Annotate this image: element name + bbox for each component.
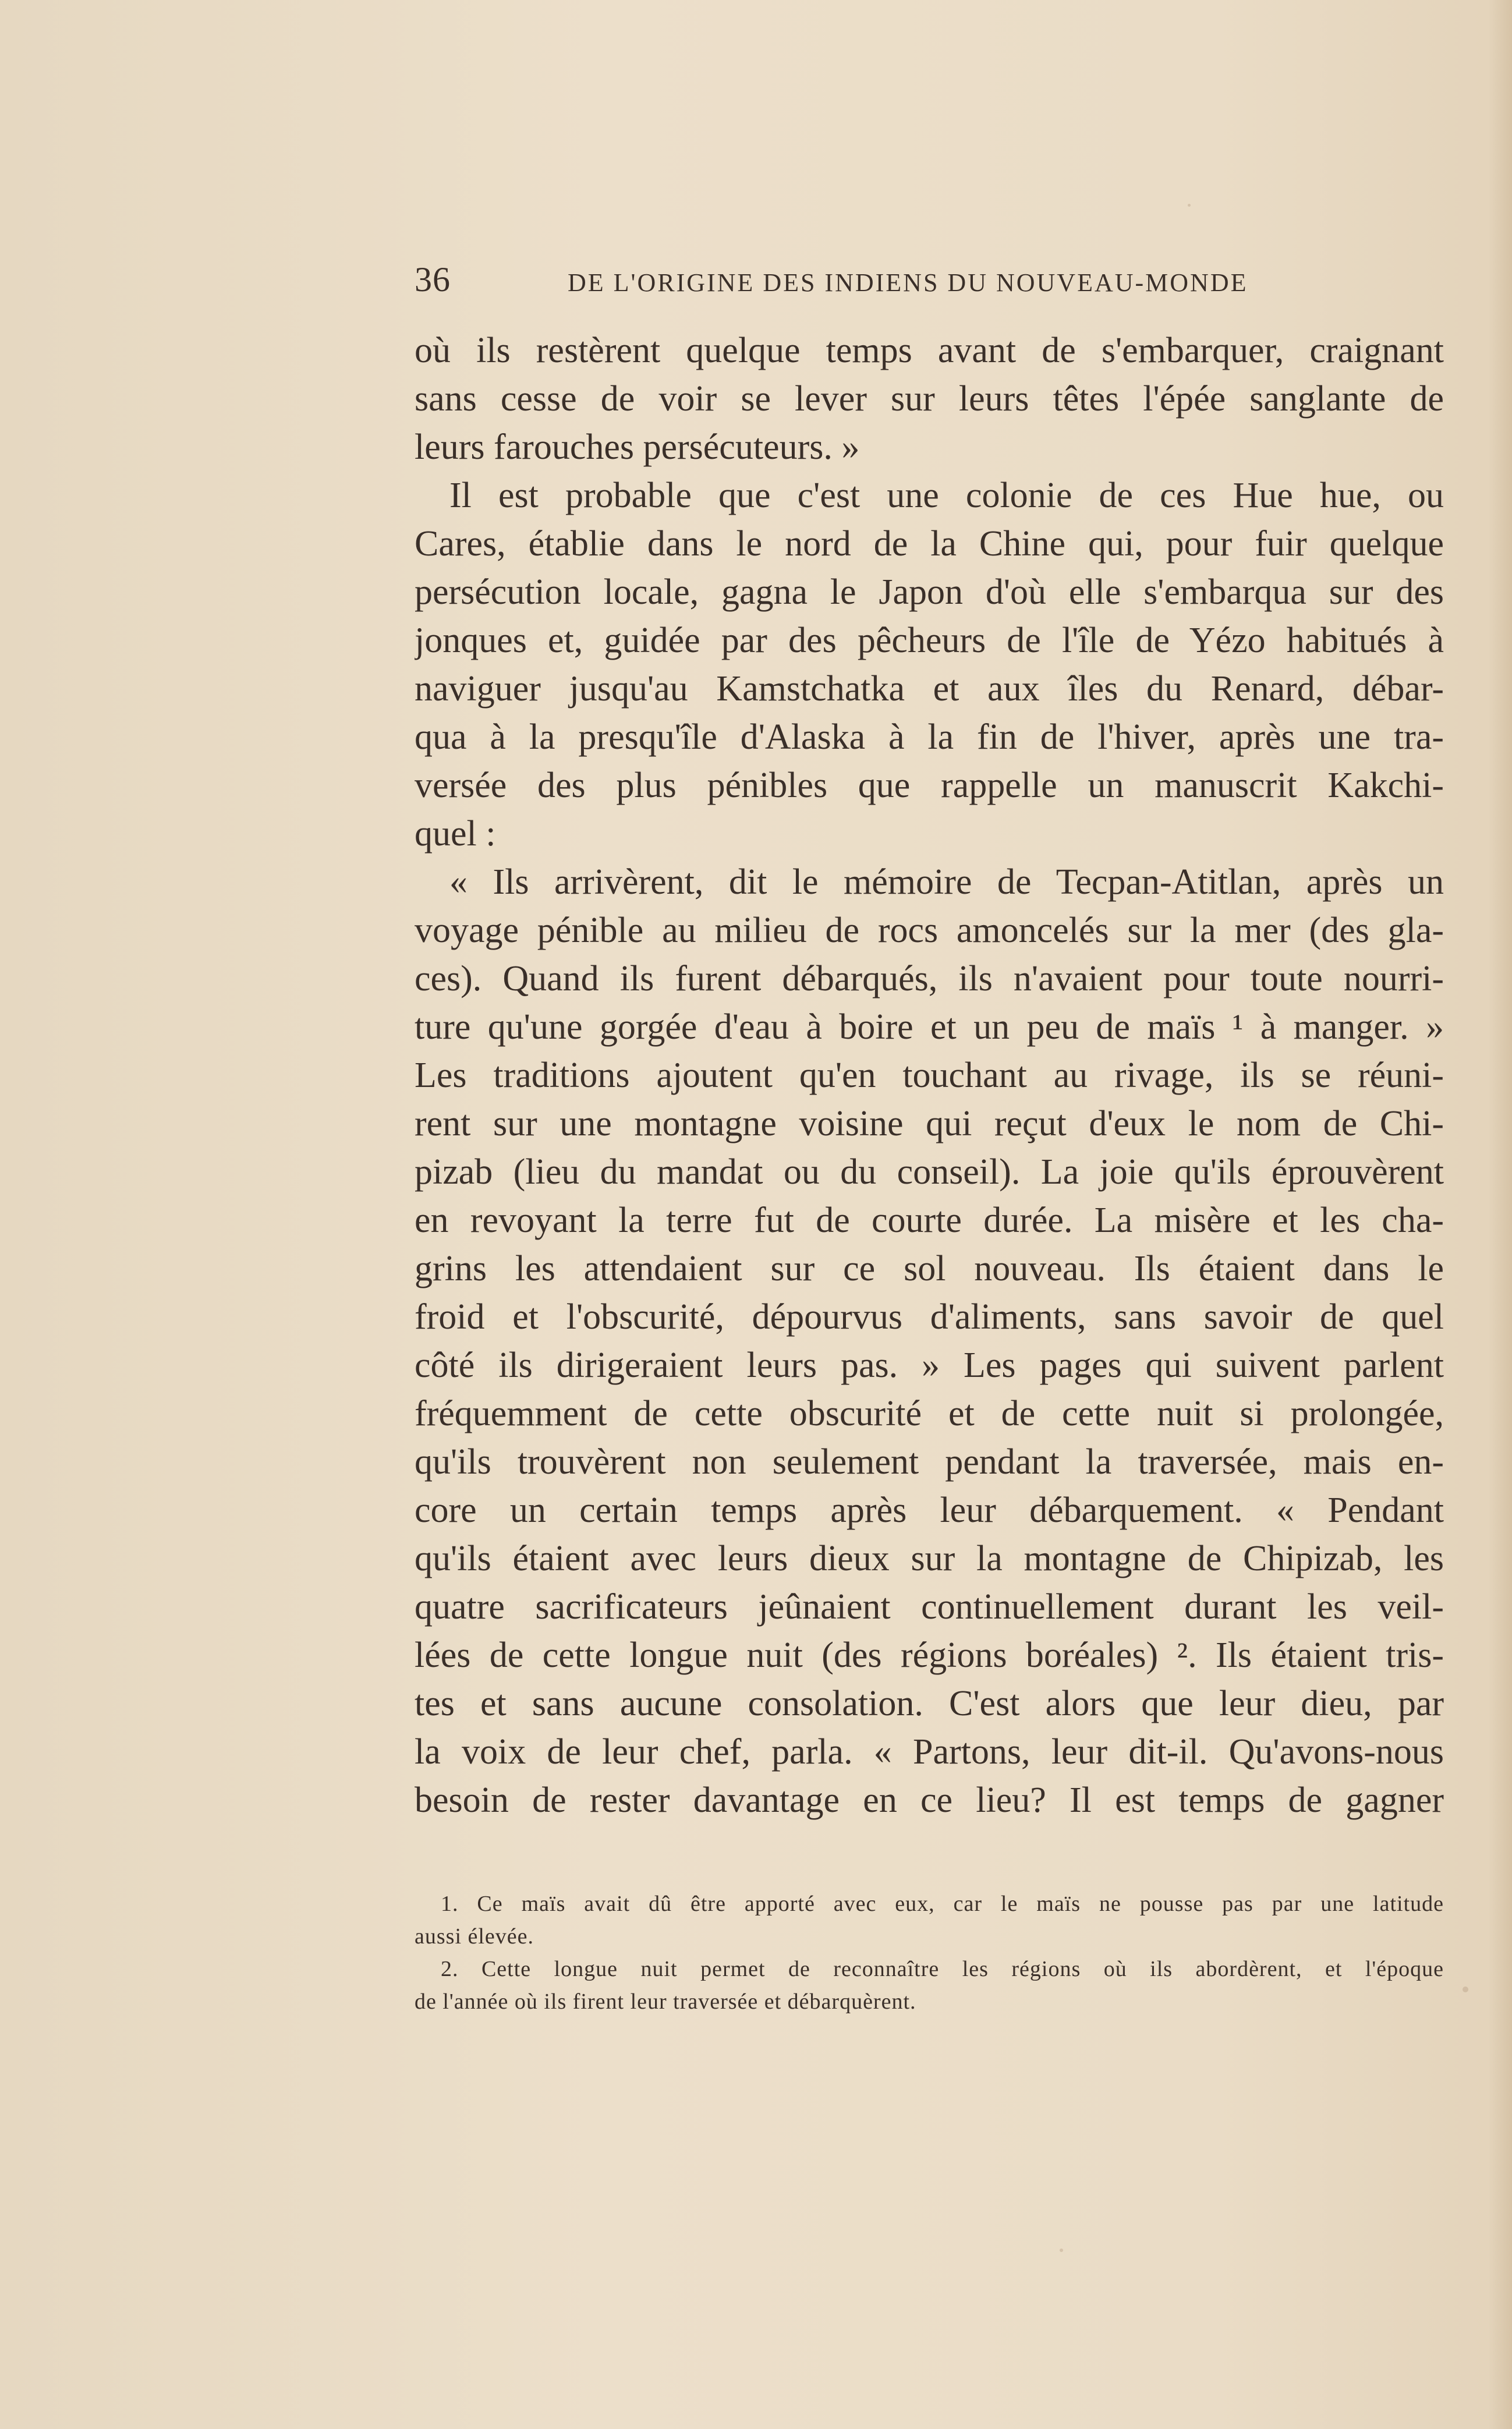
foxing-spot: [1060, 2249, 1063, 2252]
body-text: [415, 327, 1444, 1825]
text-line: rent sur une montagne voisine qui reçut d'eux le nom de Chi-: [415, 1104, 1444, 1143]
text-line: quel :: [415, 814, 496, 854]
foxing-spot: [1188, 204, 1191, 207]
footnotes: [415, 1888, 1444, 2018]
footnote-line: de l'année où ils firent leur traversée et débarquèrent.: [415, 1989, 916, 2014]
text-line: ture qu'une gorgée d'eau à boire et un peu de maïs ¹ à manger. »: [415, 1007, 1444, 1047]
text-line: naviguer jusqu'au Kamstchatka et aux îles du Renard, débar-: [415, 669, 1444, 709]
text-line: core un certain temps après leur débarquement. « Pendant: [415, 1490, 1444, 1530]
text-line: besoin de rester davantage en ce lieu? Il est temps de gagner: [415, 1780, 1444, 1820]
text-line: ces). Quand ils furent débarqués, ils n'avaient pour toute nourri-: [415, 959, 1444, 998]
text-line: en revoyant la terre fut de courte durée. La misère et les cha-: [415, 1201, 1444, 1240]
text-line: côté ils dirigeraient leurs pas. » Les pages qui suivent parlent: [415, 1345, 1444, 1385]
text-line: Il est probable que c'est une colonie de ces Hue hue, ou: [449, 476, 1444, 515]
text-line: grins les attendaient sur ce sol nouveau. Ils étaient dans le: [415, 1249, 1444, 1288]
text-line: leurs farouches persécuteurs. »: [415, 427, 860, 467]
foxing-spot: [1463, 1987, 1468, 1992]
page-number: 36: [415, 260, 451, 299]
text-line: pizab (lieu du mandat ou du conseil). La joie qu'ils éprouvèrent: [415, 1152, 1444, 1192]
text-line: voyage pénible au milieu de rocs amoncelés sur la mer (des gla-: [415, 911, 1444, 950]
text-line: fréquemment de cette obscurité et de cette nuit si prolongée,: [415, 1394, 1444, 1433]
page-edge-shadow: [1489, 0, 1512, 2429]
text-line: sans cesse de voir se lever sur leurs têtes l'épée sanglante de: [415, 379, 1444, 419]
text-line: quatre sacrificateurs jeûnaient continuellement durant les veil-: [415, 1587, 1444, 1627]
text-line: où ils restèrent quelque temps avant de s'embarquer, craignant: [415, 331, 1444, 370]
text-line: qu'ils étaient avec leurs dieux sur la montagne de Chipizab, les: [415, 1539, 1444, 1578]
text-line: tes et sans aucune consolation. C'est alors que leur dieu, par: [415, 1684, 1444, 1723]
text-line: qua à la presqu'île d'Alaska à la fin de l'hiver, après une tra-: [415, 717, 1444, 757]
running-title: DE L'ORIGINE DES INDIENS DU NOUVEAU-MONDE: [568, 268, 1248, 297]
footnote-line: aussi élevée.: [415, 1924, 534, 1949]
text-line: jonques et, guidée par des pêcheurs de l'île de Yézo habitués à: [415, 621, 1444, 660]
footnote-line: 2. Cette longue nuit permet de reconnaître les régions où ils abordèrent, et l'époque: [441, 1957, 1444, 1981]
text-line: persécution locale, gagna le Japon d'où elle s'embarqua sur des: [415, 572, 1444, 612]
text-line: froid et l'obscurité, dépourvus d'aliments, sans savoir de quel: [415, 1297, 1444, 1337]
text-line: Les traditions ajoutent qu'en touchant au rivage, ils se réuni-: [415, 1056, 1444, 1095]
text-line: versée des plus pénibles que rappelle un manuscrit Kakchi-: [415, 766, 1444, 805]
footnote-line: 1. Ce maïs avait dû être apporté avec eux, car le maïs ne pousse pas par une latitude: [441, 1892, 1444, 1916]
text-line: Cares, établie dans le nord de la Chine qui, pour fuir quelque: [415, 524, 1444, 564]
text-line: lées de cette longue nuit (des régions boréales) ². Ils étaient tris-: [415, 1635, 1444, 1675]
text-line: « Ils arrivèrent, dit le mémoire de Tecpan-Atitlan, après un: [449, 862, 1444, 902]
text-line: qu'ils trouvèrent non seulement pendant la traversée, mais en-: [415, 1442, 1444, 1482]
running-header: [415, 256, 1444, 303]
text-line: la voix de leur chef, parla. « Partons, leur dit-il. Qu'avons-nous: [415, 1732, 1444, 1772]
